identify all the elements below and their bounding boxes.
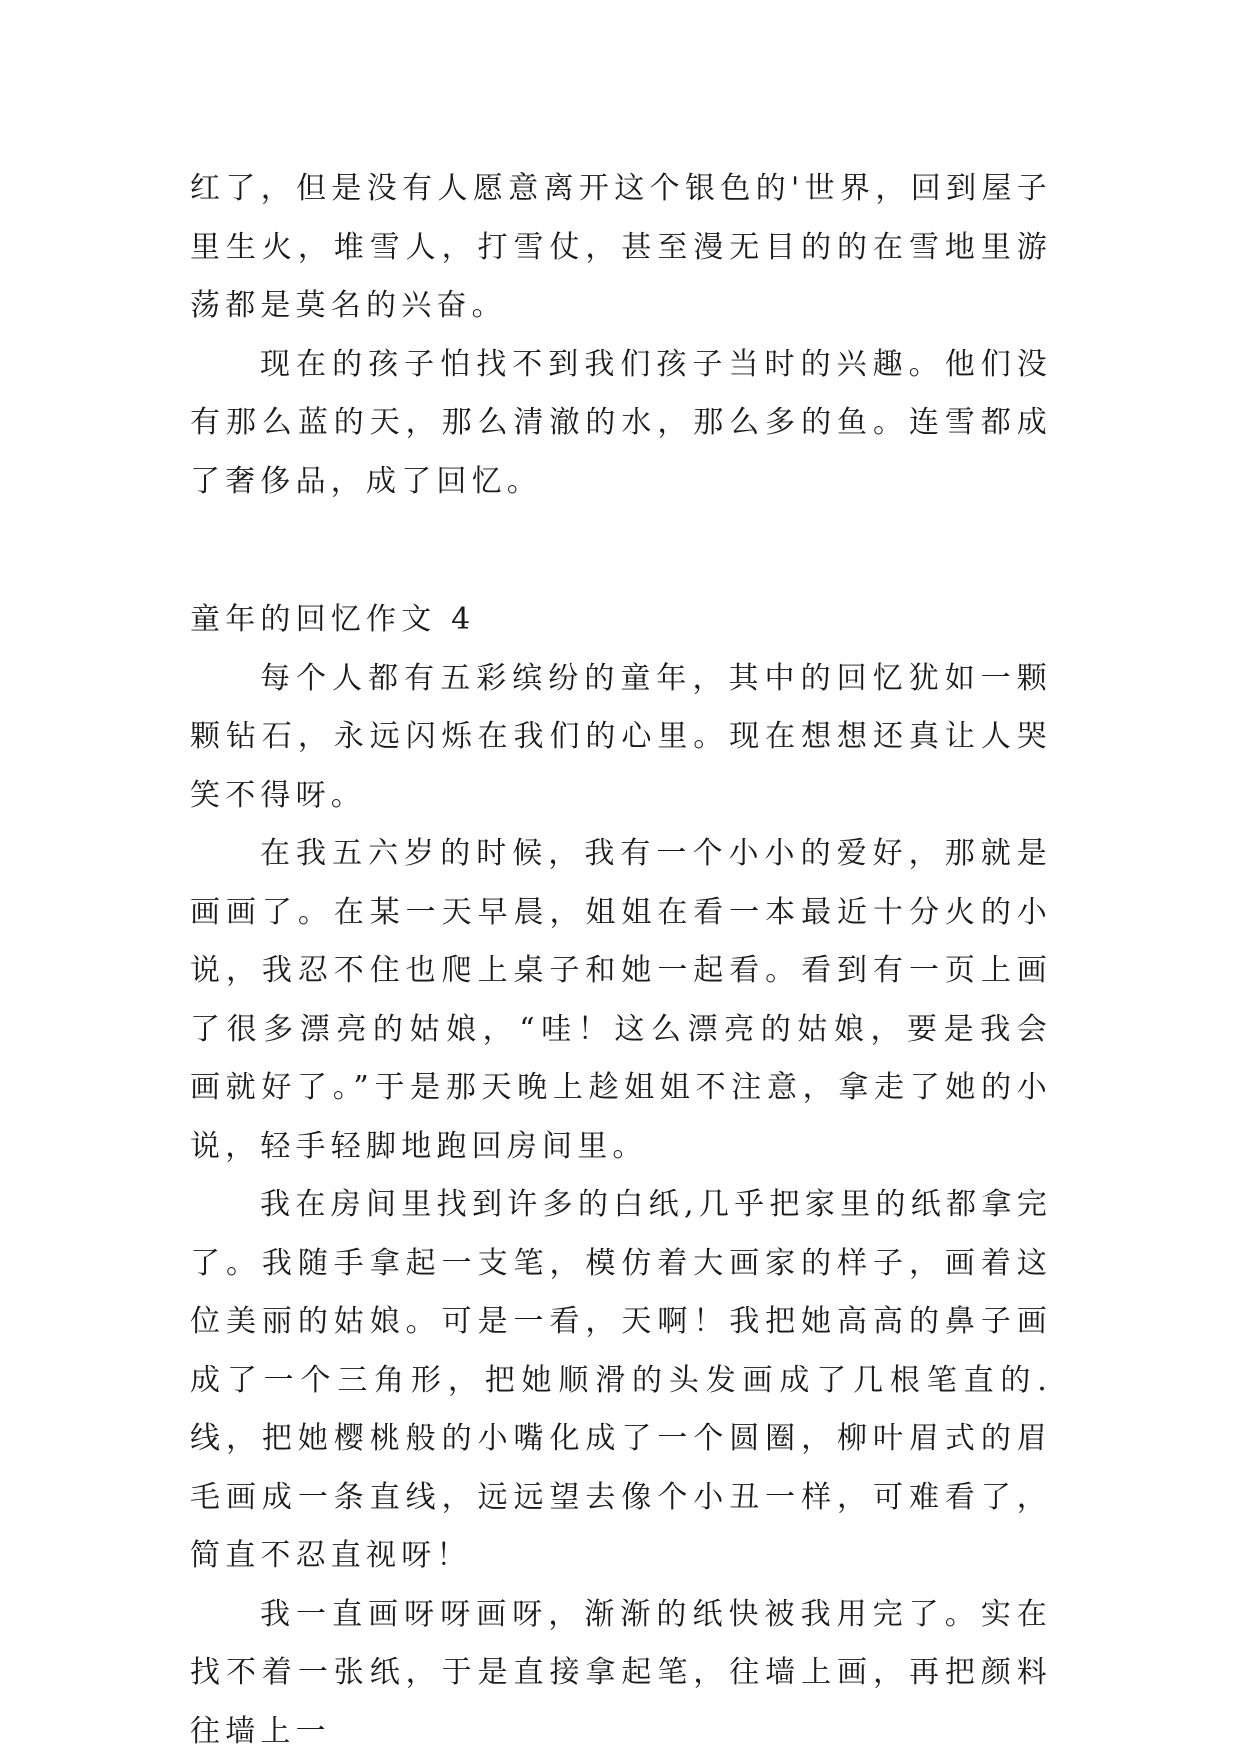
paragraph: 在我五六岁的时候，我有一个小小的爱好，那就是画画了。在某一天早晨，姐姐在看一本最近十分火的小说，我忍不住也爬上桌子和她一起看。看到有一页上画了很多漂亮的姑娘，“哇！这么漂亮的姑娘，要是我会画就好了。”于是那天晚上趁姐姐不注意，拿走了她的小说，轻手轻脚地跑回房间里。: [190, 825, 1052, 1176]
paragraph: 现在的孩子怕找不到我们孩子当时的兴趣。他们没有那么蓝的天，那么清澈的水，那么多的鱼。连雪都成了奢侈品，成了回忆。: [190, 336, 1052, 512]
section-title: 童年的回忆作文 4: [190, 591, 1052, 650]
section-gap: [190, 511, 1052, 591]
paragraph: 我一直画呀呀画呀，渐渐的纸快被我用完了。实在找不着一张纸，于是直接拿起笔，往墙上画，再把颜料往墙上一: [190, 1586, 1052, 1761]
paragraph: 每个人都有五彩缤纷的童年，其中的回忆犹如一颗颗钻石，永远闪烁在我们的心里。现在想想还真让人哭笑不得呀。: [190, 650, 1052, 826]
paragraph: 我在房间里找到许多的白纸,几乎把家里的纸都拿完了。我随手拿起一支笔，模仿着大画家的样子，画着这位美丽的姑娘。可是一看，天啊！我把她高高的鼻子画成了一个三角形，把她顺滑的头发画成了几根笔直的.线，把她樱桃般的小嘴化成了一个圆圈，柳叶眉式的眉毛画成一条直线，远远望去像个小丑一样，可难看了，简直不忍直视呀！: [190, 1176, 1052, 1586]
document-page: [190, 160, 1052, 1761]
paragraph-continued: 红了，但是没有人愿意离开这个银色的'世界，回到屋子里生火，堆雪人，打雪仗，甚至漫无目的的在雪地里游荡都是莫名的兴奋。: [190, 160, 1052, 336]
